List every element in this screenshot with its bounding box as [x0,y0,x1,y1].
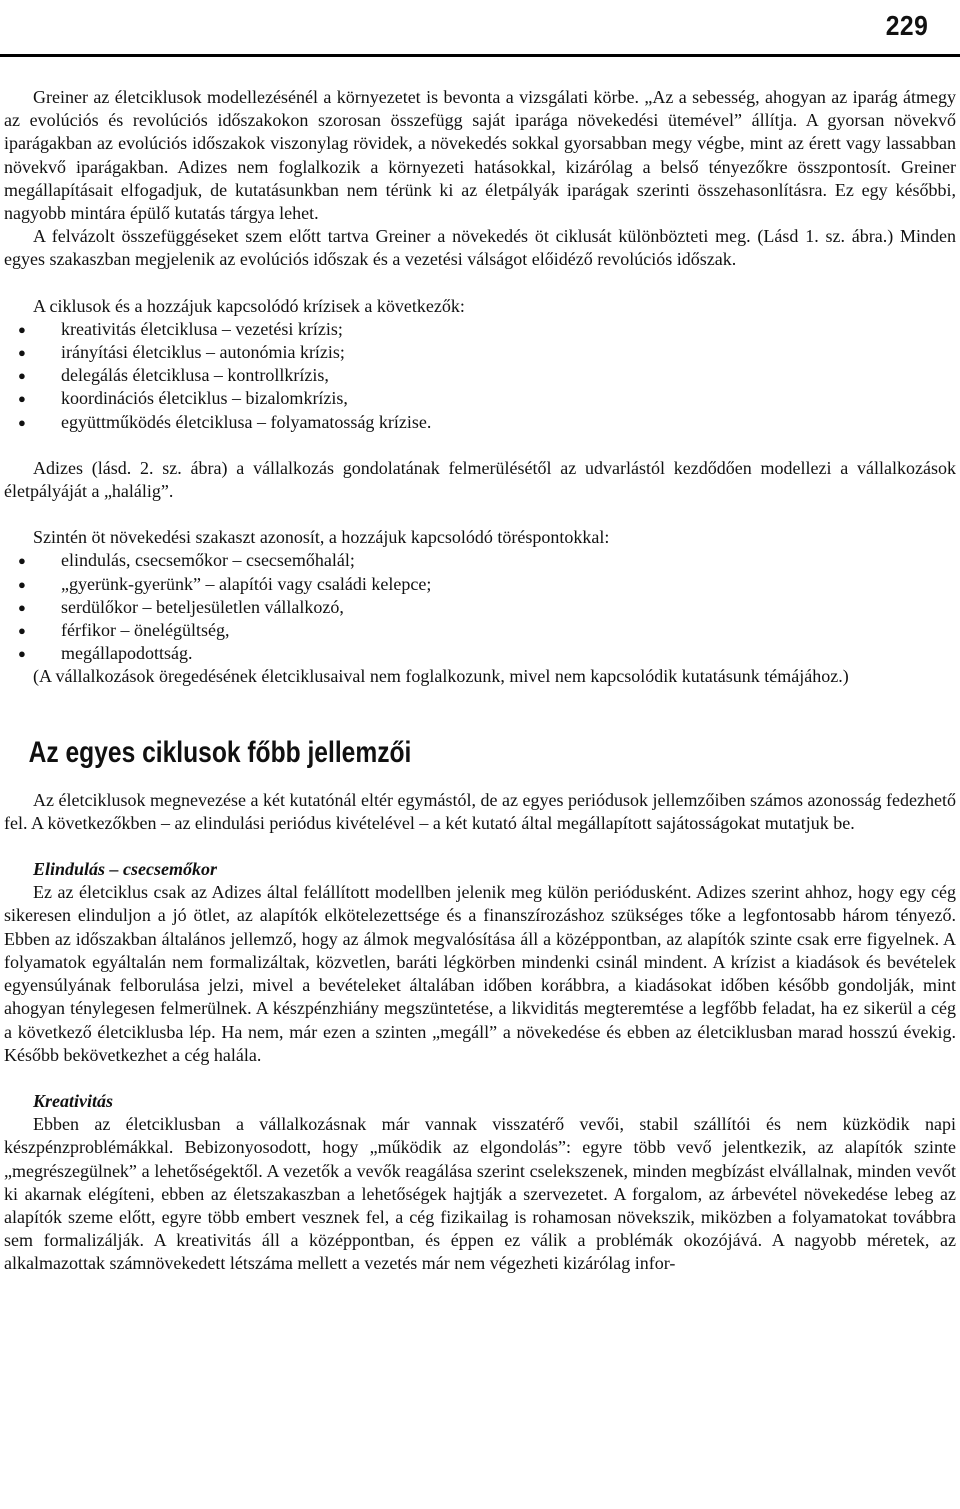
spacer [4,835,956,858]
subheading-infancy: Elindulás – csecsemőkor [33,859,218,880]
paragraph-creativity: Ebben az életciklusban a vállalkozásnak már vannak visszatérő vevői, stabil szállítói és nem küzködik napi készpénzproblémákkal. Bebizonyosodott, hogy „működik az elgondolás”: egyre több vevő jelentkezik, az alapítók szinte „megrészegülnek” a lehetőségektől. A vezetők a vevők reagálása szerint cselekszenek, minden megbízást elvállalnak, minden vevőt ki akarnak elégíteni, ebben az életszakaszban a lehetőségek hajtják a szervezetet. A forgalom, az árbevétel növekedése lebeg az alapítók szeme előtt, egyre több embert vesznek fel, a cég fizikailag is rohamosan növekszik, miközben a folyamatokat továbbra sem formalizálják. A kreativitás áll a középpontban, és éppen ez válik a problémák okozójává. A nagyobb méretek, az alkalmazottak számnövekedett létszáma mellett a vezetés már nem végezheti kizárólag infor- [4,1114,956,1274]
header-rule [0,54,960,57]
section-heading: Az egyes ciklusok főbb jellemzői [28,735,412,769]
paragraph-adizes-model: Adizes (lásd. 2. sz. ábra) a vállalkozás gondolatának felmerülésétől az udvarlástól kezdődően modellezi a vállalkozások életpályáját a „halálig”. [4,457,956,502]
paragraph-greiner-intro: Greiner az életciklusok modellezésénél a környezetet is bevonta a vizsgálati körbe. „Az a sebesség, ahogyan az iparág átmegy az evolúciós és revolúciós időszakokon szorosan összefügg saját iparága növekedési ütemével” állítja. A gyorsan növekvő iparágakban az evolúciós időszakok viszonylag rövidek, a növekedés sokkal gyorsabban megy végbe, mint az érett vagy lassabban növekvő iparágakban. Adizes nem foglalkozik a környezeti hatásokkal, kizárólag a belső tényezőkre összpontosít. Greiner megállapításait elfogadjuk, de kutatásunkban nem térünk ki az életpályák iparágak szerinti összehasonlításra. Ez egy későbbi, nagyobb mintára épülő kutatás tárgya lehet. [4,87,956,224]
subheading-creativity: Kreativitás [33,1090,113,1111]
list-item: ● irányítási életciklus – autonómia krízis; [4,341,956,364]
page-body [4,86,956,1276]
list-item: ● „gyerünk-gyerünk” – alapítói vagy családi kelepce; [4,573,956,596]
adizes-stage-list [4,549,956,665]
list-item: ● delegálás életciklusa – kontrollkrízis, [4,364,956,387]
list-item: ● férfikor – önelégültség, [4,619,956,642]
spacer [4,1067,956,1090]
list-item: ● együttműködés életciklusa – folyamatosság krízise. [4,411,956,434]
page-number: 229 [885,10,928,41]
list-item: ● serdülőkor – beteljesületlen vállalkozó, [4,596,956,619]
spacer [4,434,956,457]
spacer [4,689,956,735]
paragraph-crises-intro: A ciklusok és a hozzájuk kapcsolódó krízisek a következők: [33,295,465,316]
list-item: ● koordinációs életciklus – bizalomkrízis, [4,387,956,410]
paragraph-adizes-stages-intro: Szintén öt növekedési szakaszt azonosít, a hozzájuk kapcsolódó töréspontokkal: [33,527,610,548]
list-item: ● elindulás, csecsemőkor – csecsemőhalál; [4,549,956,572]
list-item: ● megállapodottság. [4,642,956,665]
paragraph-infancy: Ez az életciklus csak az Adizes által felállított modellben jelenik meg külön periódusként. Adizes szerint ahhoz, hogy egy cég sikeresen elinduljon a jó ötlet, az alapítók elkötelezettsége és a finanszírozáshoz szükséges tőke a legfontosabb három tényező. Ebben az időszakban általános jellemző, hogy az álmok megvalósítása áll a középpontban, az alapítók szinte csak erre figyelnek. A folyamatok egyáltalán nem formalizáltak, közvetlen, baráti légkörben mindenki csinál mindent. A krízist a kiadások és bevételek egyensúlyának felborulása jelzi, mivel a bevételeket általában időben korábbra, a kiadásokat időben később gondolják, mint ahogyan ténylegesen felmerülnek. A készpénzhiány megszüntetése, a likviditás megteremtése a legfőbb feladat, ha ez sikerül a cég a következő életciklusba lép. Ha nem, már ezen a szinten „megáll” a növekedése és ebben az életciklusban marad hosszú évekig. Később bekövetkezhet a cég halála. [4,882,956,1065]
greiner-cycle-list [4,318,956,434]
paragraph-section-intro: Az életciklusok megnevezése a két kutatónál eltér egymástól, de az egyes periódusok jellemzőiben számos azonosság fedezhető fel. A következőkben – az elindulási periódus kivételével – a két kutató által megállapított sajátosságokat mutatjuk be. [4,789,956,833]
spacer [4,272,956,295]
paragraph-greiner-cycles: A felvázolt összefüggéseket szem előtt tartva Greiner a növekedés öt ciklusát különbözteti meg. (Lásd 1. sz. ábra.) Minden egyes szakaszban megjelenik az evolúciós időszak és a vezetési válságot előidéző revolúciós időszak. [4,226,956,270]
spacer [4,503,956,526]
spacer [4,771,956,789]
paragraph-aging-note: (A vállalkozások öregedésének életciklusaival nem foglalkozunk, mivel nem kapcsolódik kutatásunk témájához.) [33,666,849,687]
list-item: ● kreativitás életciklusa – vezetési krízis; [4,318,956,341]
